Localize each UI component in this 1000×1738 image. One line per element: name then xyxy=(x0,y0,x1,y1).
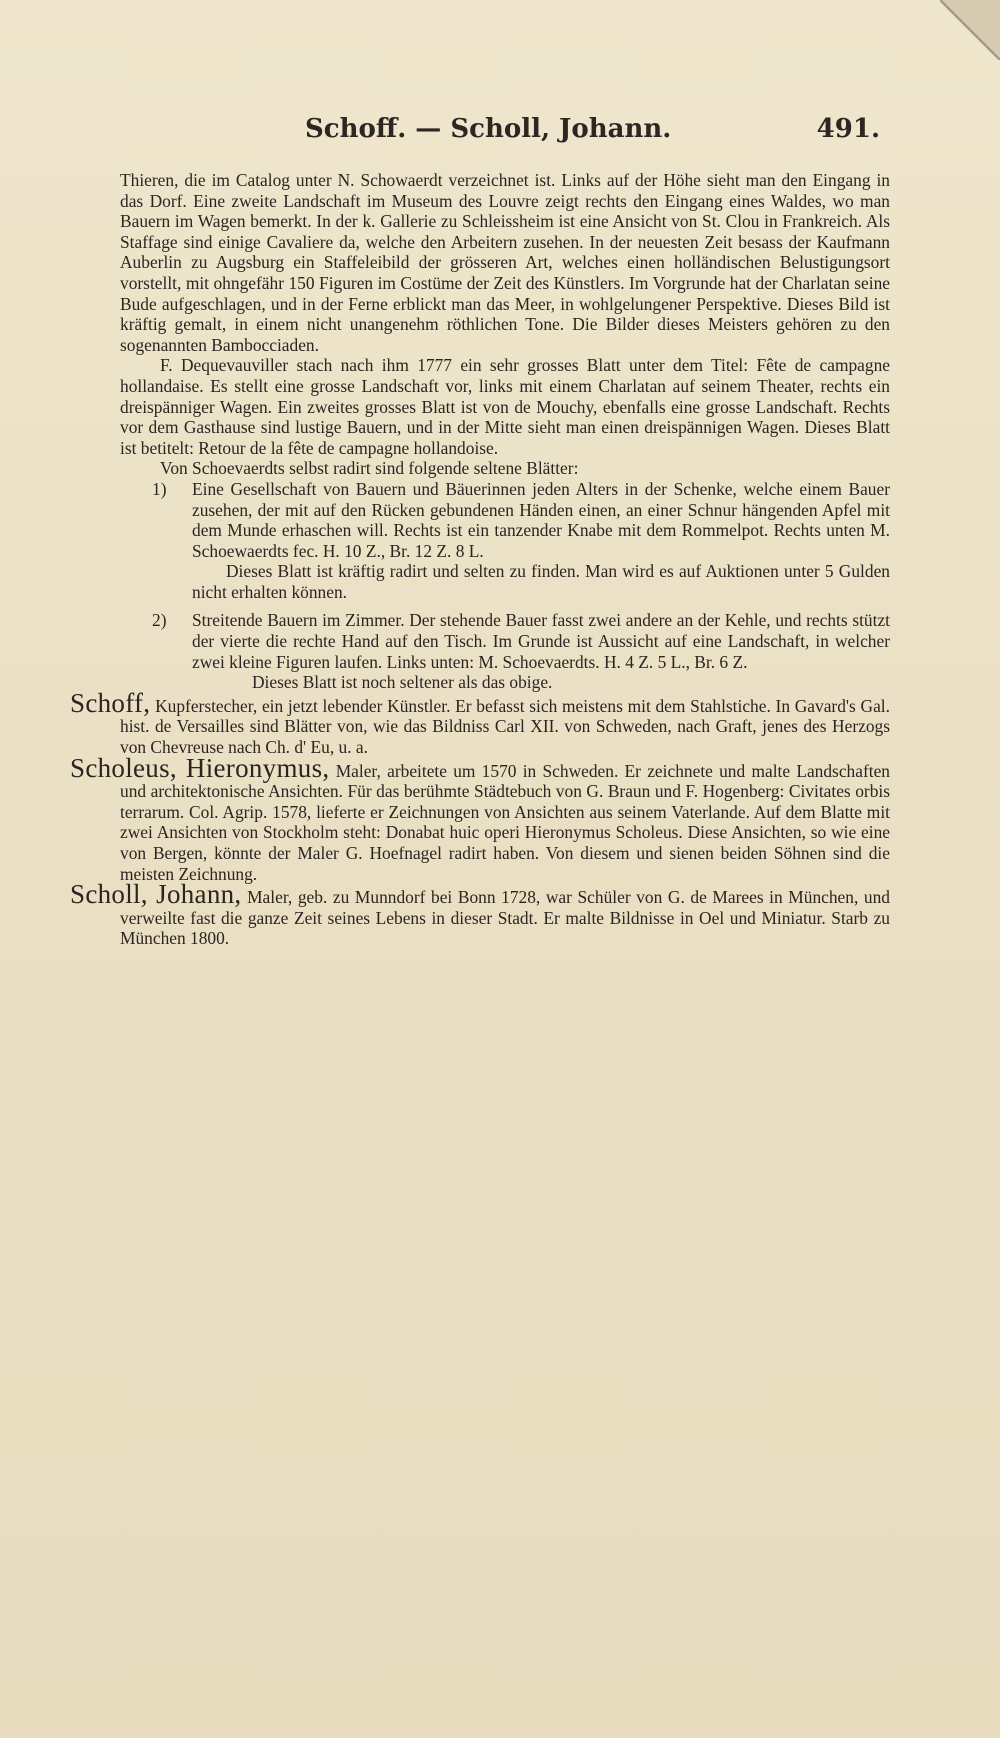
item-text: Streitende Bauern im Zimmer. Der stehende Bauer fasst zwei andere an der Kehle, und rechts stützt der vierte die rechte Hand auf den Tisch. Im Grunde ist Aussicht auf eine Landschaft, in welcher zwei kleine Figuren laufen. Links unten: M. Schoevaerdts. H. 4 Z. 5 L., Br. 6 Z. xyxy=(192,610,890,672)
running-title: Schoff. — Scholl, Johann. xyxy=(305,114,672,144)
entry-scholl xyxy=(70,879,890,949)
paragraph-etchings-intro: Von Schoevaerdts selbst radirt sind folgende seltene Blätter: xyxy=(160,458,579,479)
entry-headword: Schoff, xyxy=(70,687,151,718)
page-body xyxy=(70,170,890,949)
list-item xyxy=(120,479,890,603)
entry-headword: Scholeus, Hieronymus, xyxy=(70,752,330,783)
dictionary-entries xyxy=(70,687,890,949)
page-number: 491. xyxy=(816,114,880,144)
paragraph-engravings: F. Dequevauviller stach nach ihm 1777 ein sehr grosses Blatt unter dem Titel: Fête de campagne hollandaise. Es stellt eine grosse Landschaft vor, links mit einem Charlatan auf seinem Theater, rechts ein dreispänniger Wagen. Ein zweites grosses Blatt ist von de Mouchy, ebenfalls eine grosse Landschaft. Rechts vor dem Gasthause sind lustige Bauern, und in der Mitte sieht man einen dreispännigen Wagen. Dieses Blatt ist betitelt: Retour de la fête de campagne hollandoise. xyxy=(120,355,890,458)
entry-scholeus xyxy=(70,752,890,885)
entry-text: Kupferstecher, ein jetzt lebender Künstler. Er befasst sich meistens mit dem Stahlstiche. In Gavard's Gal. hist. de Versailles sind Blätter von, wie das Bildniss Carl XII. von Schweden, nach Graft, jenes des Herzogs von Chevreuse nach Ch. d' Eu, u. a. xyxy=(120,695,890,758)
corner-fold xyxy=(940,0,1000,60)
etchings-list xyxy=(120,479,890,693)
item-number: 2) xyxy=(152,610,167,631)
entry-schoff xyxy=(70,687,890,758)
page-header xyxy=(120,108,880,152)
paragraph-continued: Thieren, die im Catalog unter N. Schowaerdt verzeichnet ist. Links auf der Höhe sieht man den Eingang in das Dorf. Eine zweite Landschaft im Museum des Louvre zeigt rechts den Eingang eines Waldes, wo man Bauern im Wagen bemerkt. In der k. Gallerie zu Schleissheim ist eine Ansicht von St. Clou in Frankreich. Als Staffage sind einige Cavaliere da, welche den Arbeitern zusehen. In der neuesten Zeit besass der Kaufmann Auberlin zu Augsburg ein Staffeleibild der grösseren Art, welches einen holländischen Belustigungsort vorstellt, mit ohngefähr 150 Figuren im Costüme der Zeit des Künstlers. Im Vorgrunde hat der Charlatan seine Bude aufgeschlagen, und in der Ferne erblickt man das Meer, in wohlgelungener Perspektive. Dieses Bild ist kräftig gemalt, in einem nicht unangenehm röthlichen Tone. Die Bilder dieses Meisters gehören zu den sogenannten Bambocciaden. xyxy=(120,170,890,355)
item-note: Dieses Blatt ist noch seltener als das obige. xyxy=(252,672,553,693)
item-note: Dieses Blatt ist kräftig radirt und selten zu finden. Man wird es auf Auktionen unter 5 Gulden nicht erhalten können. xyxy=(192,561,890,602)
entry-text: Maler, geb. zu Munndorf bei Bonn 1728, war Schüler von G. de Marees in München, und verweilte fast die ganze Zeit seines Lebens in dieser Stadt. Er malte Bildnisse in Oel und Miniatur. Starb zu München 1800. xyxy=(120,887,890,949)
item-number: 1) xyxy=(152,478,167,499)
entry-headword: Scholl, Johann, xyxy=(70,879,242,910)
item-text: Eine Gesellschaft von Bauern und Bäuerinnen jeden Alters in der Schenke, welche einem Bauer zusehen, der mit auf den Rücken gebundenen Händen einen, an einer Schnur hängenden Apfel mit dem Munde erhaschen will. Rechts ist ein tanzender Knabe mit dem Rommelpot. Rechts unten M. Schoewaerdts fec. H. 10 Z., Br. 12 Z. 8 L. xyxy=(192,478,890,561)
list-item xyxy=(120,610,890,692)
entry-text: Maler, arbeitete um 1570 in Schweden. Er zeichnete und malte Landschaften und architektonische Ansichten. Für das berühmte Städtebuch von G. Braun und F. Hogenberg: Civitates orbis terrarum. Col. Agrip. 1578, lieferte er Zeichnungen von Ansichten aus seinem Vaterlande. Auf dem Blatte mit zwei Ansichten von Stockholm steht: Donabat huic operi Hieronymus Scholeus. Diese Ansichten, so wie eine von Bergen, könnte der Maler G. Hoefnagel radirt haben. Von diesem und sienen beiden Söhnen sind die meisten Zeichnung. xyxy=(120,760,890,884)
